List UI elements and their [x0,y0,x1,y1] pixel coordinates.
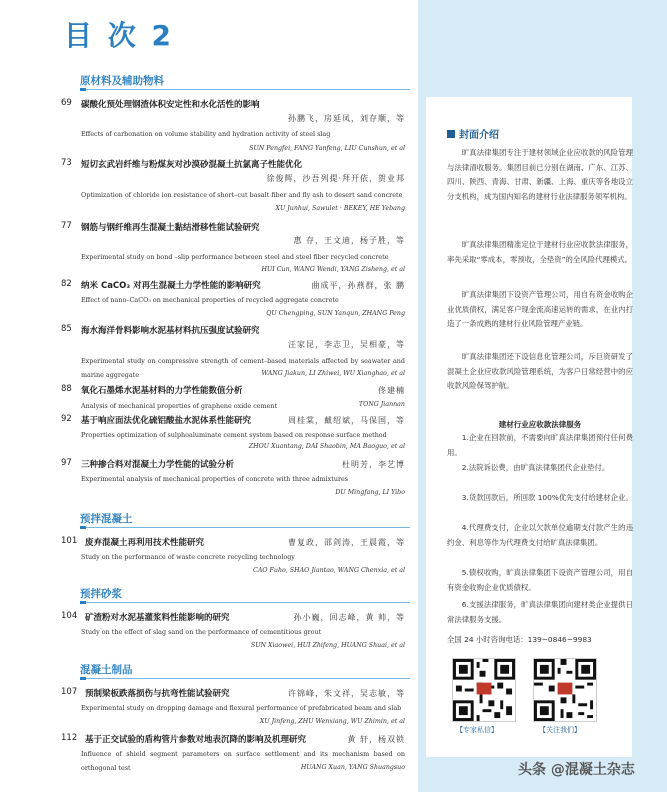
authors-zh: 黄 轩，杨双锁 [347,735,405,744]
authors-en: HUANG Xuan, YANG Shuangsuo [300,764,405,771]
qr-code-follow[interactable] [533,658,597,722]
authors-zh: 杜明芳，李艺博 [342,460,405,469]
authors-zh: 徐俊辉，沙吾列提·拜开依，贺业邦 [266,174,405,183]
article-title-zh: 预制梁板跌落损伤与抗弯性能试验研究 [85,689,230,699]
category-divider [80,602,410,603]
page-number: 97 [61,458,72,468]
page-number: 85 [61,324,72,334]
page-number: 69 [61,98,72,108]
authors-zh: 孙小巍，回志峰，黄 帅，等 [293,613,405,622]
page-number: 101 [61,536,78,546]
article-title-zh: 钢筋与钢纤维再生混凝土黏结滑移性能试验研究 [81,223,260,233]
page-number: 107 [61,687,78,697]
category-raw-materials: 原材料及辅助物料 [80,75,164,87]
qr-code-expert[interactable] [452,658,516,722]
service-item: 4.代理费支付，企业以欠款单位逾期支付款产生的违约金、利息等作为代理费支付给旷真法律集团。 [447,523,633,547]
qr-code-icon [453,659,515,721]
toc-entry[interactable] [55,221,405,281]
toc-entry[interactable] [55,279,405,324]
article-title-en: Experimental study on bond –slip performance between steel and steel fiber recycled concrete [81,253,389,261]
qr-code-icon [534,659,596,721]
authors-zh: 曲成平，孙燕群，张 鹏 [311,281,405,290]
toc-entry[interactable] [55,611,405,656]
services-heading: 建材行业应收款法律服务 [498,420,582,429]
authors-en: CAO Fuho, SHAO Jiantao, WANG Chenxia, et al [253,567,405,574]
article-title-en: Influence of shield segment parameters on surface settlement and its mechanism based on orthogonal test [81,750,405,772]
page-number: 104 [61,611,78,621]
toc-entry[interactable] [55,458,405,503]
cover-paragraph: 旷真法律集团下设资产管理公司，用自有资金收购企业优质债权，满足客户现金流高速运转的需求，在业内打造了一条成熟的建材行业风险管理产业链。 [447,290,633,328]
article-title-en: Experimental study on dropping damage and flexural performance of prefabricated beam and slab [81,704,402,712]
page-title: 目 次 2 [64,19,174,52]
authors-en: SUN Pengfei, FANG Yanfeng, LIU Cunshun, et al [249,145,405,152]
toc-entry[interactable] [55,384,405,414]
authors-zh: 惠 存，王文迪，杨子胜，等 [293,236,405,245]
article-title-en: Study on the effect of slag sand on the performance of cementitious grout [81,628,322,636]
toc-entry[interactable] [55,324,405,384]
toc-entry[interactable] [55,414,405,454]
service-item: 6.支援法律服务，旷真法律集团向建材类企业提供日常法律服务支援。 [447,600,633,624]
authors-en: TONG Jiannan [358,401,405,408]
article-title-zh: 海水海洋骨料影响水泥基材料抗压强度试验研究 [81,326,260,336]
page-number: 92 [61,414,72,424]
toc-entry[interactable] [55,733,405,778]
authors-en: DU Mingfang, LI Yibo [335,489,405,496]
watermark: 头条 @混凝土杂志 [518,762,635,778]
article-title-zh: 碳酸化预处理钢渣体积安定性和水化活性的影响 [81,100,260,110]
page-number: 112 [61,733,78,743]
category-ready-mixed-concrete: 预拌混凝土 [80,513,133,525]
article-title-zh: 基于正交试验的盾构管片参数对地表沉降的影响及机理研究 [85,735,307,745]
article-title-en: Effects of carbonation on volume stability and hydration activity of steel slag [81,130,331,138]
authors-en: ZHOU Xuantang, DAI Shaobin, MA Baoguo, et al [248,443,405,450]
article-title-zh: 基于响应面法优化硫铝酸盐水泥体系性能研究 [81,416,252,426]
qr-label-expert: 【专家私信】 [456,726,498,734]
cover-paragraph: 旷真法律集团精准定位于建材行业应收款法律服务，率先采取“零成本，零预收，全垫资”的全风险代理模式。 [447,240,633,264]
square-bullet-icon [447,130,455,138]
authors-zh: 曹复政，邵剑涛，王晨霞，等 [288,538,405,547]
authors-en: XU Jinfeng, ZHU Wenxiang, WU Zhimin, et al [259,718,405,725]
article-title-en: Experimental study on compressive strength of cement–based materials affected by seawater and marine aggregate [81,357,405,379]
category-divider [80,678,410,679]
hotline: 全国 24 小时咨询电话：139−0846−9983 [447,635,592,644]
authors-zh: 周桂棠，戴绍斌，马保国，等 [288,416,405,425]
toc-entry[interactable] [55,687,405,732]
article-title-en: Optimization of chloride ion resistance of short–cut basalt fiber and fly ash to desert sand concrete [81,191,403,199]
authors-zh: 许锦峰，朱文祥，吴志敏，等 [288,689,405,698]
toc-entry[interactable] [55,158,405,218]
category-concrete-products: 混凝土制品 [80,664,133,676]
authors-en: SUN Xiaowei, HUI Zhifeng, HUANG Shuai, et al [250,642,405,649]
article-title-en: Effect of nano–CaCO₃ on mechanical properties of recycled aggregate concrete [81,296,339,304]
authors-zh: 汪家昆，李志卫，吴相豪，等 [288,340,405,349]
authors-en: HUI Cun, WANG Wendi, YANG Zisheng, et al [261,266,405,273]
authors-en: WANG Jiakun, LI Zhiwei, WU Xianghao, et al [261,370,405,377]
cover-heading: 封面介绍 [447,126,499,141]
category-ready-mixed-mortar: 预拌砂浆 [80,588,122,600]
service-item: 2.法院诉讼费，由旷真法律集团代企业垫付。 [461,463,610,472]
article-title-en: Study on the performance of waste concrete recycling technology [81,553,295,561]
page-number: 82 [61,279,72,289]
article-title-zh: 短切玄武岩纤维与粉煤灰对沙漠砂混凝土抗氯离子性能优化 [81,160,303,170]
authors-en: XU Junhui, Sawulet · BEKEY, HE Yebang [275,205,405,212]
page-number: 88 [61,384,72,394]
article-title-zh: 纳米 CaCO₃ 对再生混凝土力学性能的影响研究 [81,281,261,291]
article-title-en: Analysis of mechanical properties of graphene oxide cement [81,402,278,410]
article-title-zh: 矿渣粉对水泥基灌浆料性能影响的研究 [85,613,230,623]
authors-zh: 孙鹏飞，房延凤，刘存顺，等 [288,114,405,123]
article-title-zh: 三种掺合料对混凝土力学性能的试验分析 [81,460,235,470]
page-number: 77 [61,221,72,231]
cover-paragraph: 旷真法律集团还下设信息化管理公司，斥巨资研发了混凝土企业应收款风险管理系统，为客户日常经营中的应收款风险保驾护航。 [447,352,633,390]
authors-en: QU Chengping, SUN Yanqun, ZHANG Peng [266,310,405,317]
page-number: 73 [61,158,72,168]
category-divider [80,527,410,528]
service-item: 3.货款回款后，所回款 100%优先支付给建材企业。 [461,493,633,502]
authors-zh: 佟建楠 [378,386,405,395]
article-title-en: Experimental analysis of mechanical properties of concrete with three admixtures [81,475,349,483]
toc-entry[interactable] [55,536,405,581]
article-title-zh: 废弃混凝土再利用技术性能研究 [85,538,205,548]
cover-paragraph: 旷真法律集团专注于建材领域企业应收款的风险管理与法律清收服务。集团目前已分别在湖南、广东、江苏、四川、陕西、青海、甘肃、新疆、上海、重庆等各地设立分支机构，成为国内知名的建材行业法律服务领军机构。 [447,148,633,201]
qr-label-follow: 【关注我们】 [539,726,581,734]
service-item: 1.企业在回款前，不需要向旷真法律集团预付任何费用。 [447,433,633,457]
article-title-en: Properties optimization of sulphoaluminate cement system based on response surface method [81,431,387,439]
category-divider [80,89,410,90]
article-title-zh: 氧化石墨烯水泥基材料的力学性能数值分析 [81,386,243,396]
toc-entry[interactable] [55,98,405,152]
service-item: 5.债权收购，旷真法律集团下设资产管理公司，用自有资金收购企业优质债权。 [447,568,633,592]
